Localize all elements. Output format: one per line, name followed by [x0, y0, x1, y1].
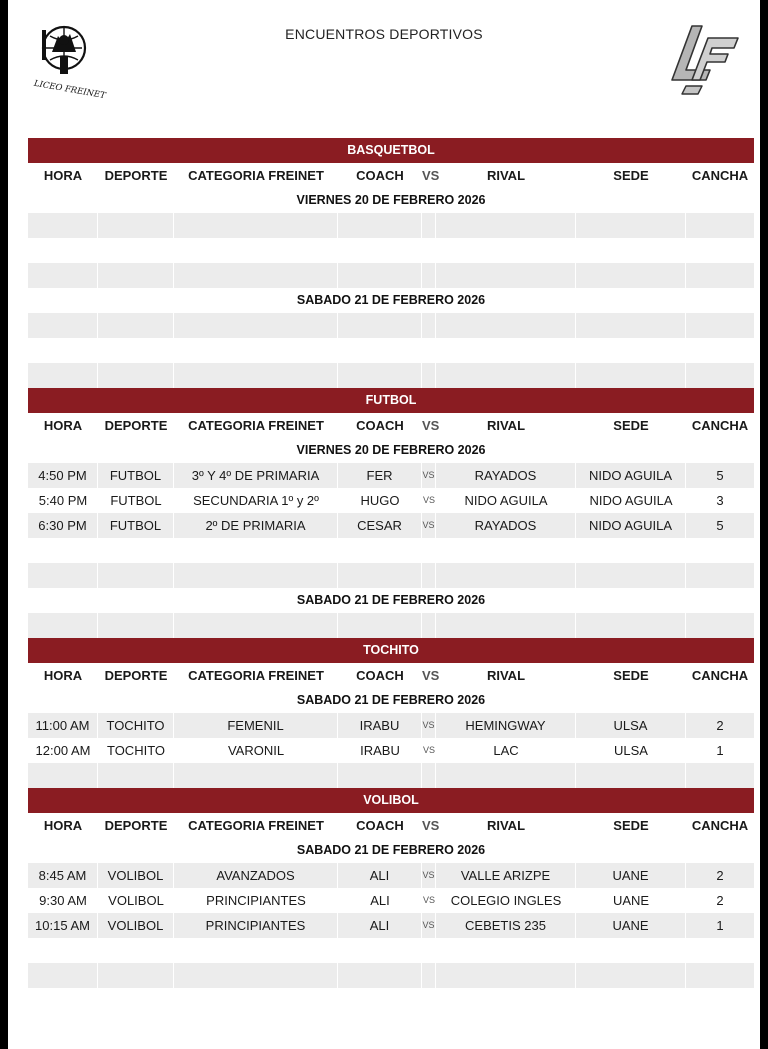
cell-rival: LAC: [493, 743, 519, 758]
cell-deporte: VOLIBOL: [108, 893, 164, 908]
cell-cancha: 2: [716, 868, 724, 883]
cell-vs: VS: [422, 713, 436, 738]
cell-sede: ULSA: [576, 713, 686, 738]
cell-hora: 11:00 AM: [28, 713, 98, 738]
cell-rival: NIDO AGUILA: [464, 493, 548, 508]
header-coach: COACH: [356, 168, 404, 183]
cell-hora: 8:45 AM: [28, 863, 98, 888]
cell-rival: HEMINGWAY: [436, 713, 576, 738]
lf-logo: [668, 24, 742, 96]
date-row: SABADO 21 DE FEBRERO 2026: [296, 843, 486, 857]
header-hora: HORA: [43, 818, 83, 833]
empty-row: [28, 963, 754, 988]
cell-hora: 9:30 AM: [39, 893, 87, 908]
table-row: [28, 463, 754, 488]
header-sede: SEDE: [613, 668, 649, 683]
cell-hora: 6:30 PM: [28, 513, 98, 538]
cell-deporte: TOCHITO: [106, 743, 166, 758]
cell-sede: NIDO AGUILA: [589, 493, 673, 508]
header-vs: VS: [422, 668, 440, 683]
cell-hora: 5:40 PM: [38, 493, 88, 508]
date-row: SABADO 21 DE FEBRERO 2026: [296, 693, 486, 707]
cell-sede: NIDO AGUILA: [576, 513, 686, 538]
empty-row: [28, 938, 754, 963]
table-row: [28, 913, 754, 938]
cell-cancha: 1: [716, 743, 724, 758]
cell-categoria: 3º Y 4º DE PRIMARIA: [174, 463, 338, 488]
cell-coach: IRABU: [338, 713, 422, 738]
cell-deporte: FUTBOL: [110, 493, 162, 508]
cell-cancha: 5: [716, 518, 724, 533]
table-row: [28, 713, 754, 738]
header-rival: RIVAL: [486, 818, 526, 833]
cell-vs: VS: [422, 913, 436, 938]
header-hora: HORA: [43, 168, 83, 183]
header-cancha: CANCHA: [691, 418, 749, 433]
header-coach: COACH: [356, 418, 404, 433]
cell-cancha: 2: [716, 718, 724, 733]
cell-deporte: TOCHITO: [98, 713, 174, 738]
cell-coach: CESAR: [338, 513, 422, 538]
table-row: [28, 888, 754, 913]
cell-vs: VS: [422, 513, 436, 538]
section-title-bar: BASQUETBOL: [28, 138, 754, 163]
empty-row: [28, 313, 754, 338]
cell-categoria: PRINCIPIANTES: [174, 913, 338, 938]
cell-vs: VS: [422, 495, 435, 505]
header-hora: HORA: [43, 668, 83, 683]
date-row: VIERNES 20 DE FEBRERO 2026: [296, 443, 486, 457]
cell-cancha: 5: [716, 468, 724, 483]
empty-row: [28, 613, 754, 638]
section-tochito: [28, 638, 754, 788]
table-row: [28, 513, 754, 538]
empty-row: [28, 338, 754, 363]
column-header-row: [28, 663, 754, 688]
section-title-bar: FUTBOL: [28, 388, 754, 413]
cell-rival: COLEGIO INGLES: [450, 893, 562, 908]
section-basquetbol: [28, 138, 754, 388]
header-cancha: CANCHA: [691, 668, 749, 683]
header-cancha: CANCHA: [691, 168, 749, 183]
cell-categoria: FEMENIL: [174, 713, 338, 738]
header-categoria: CATEGORIA FREINET: [188, 418, 324, 433]
header-sede: SEDE: [613, 168, 649, 183]
section-title-bar: TOCHITO: [28, 638, 754, 663]
section-title-bar: VOLIBOL: [28, 788, 754, 813]
cell-deporte: VOLIBOL: [98, 913, 174, 938]
cell-coach: ALI: [338, 913, 422, 938]
cell-sede: ULSA: [614, 743, 648, 758]
header-rival: RIVAL: [486, 418, 526, 433]
cell-rival: VALLE ARIZPE: [436, 863, 576, 888]
header-categoria: CATEGORIA FREINET: [188, 168, 324, 183]
cell-rival: RAYADOS: [436, 513, 576, 538]
table-row: [28, 738, 754, 763]
cell-hora: 12:00 AM: [35, 743, 91, 758]
cell-sede: UANE: [612, 893, 650, 908]
date-row: VIERNES 20 DE FEBRERO 2026: [296, 193, 486, 207]
header-vs: VS: [422, 418, 440, 433]
cell-cancha: 3: [716, 493, 724, 508]
schedule-tables: [28, 138, 754, 988]
header-categoria: CATEGORIA FREINET: [188, 818, 324, 833]
table-row: [28, 863, 754, 888]
cell-coach: IRABU: [360, 743, 400, 758]
cell-deporte: VOLIBOL: [98, 863, 174, 888]
cell-rival: CEBETIS 235: [436, 913, 576, 938]
cell-hora: 4:50 PM: [28, 463, 98, 488]
empty-row: [28, 238, 754, 263]
empty-row: [28, 763, 754, 788]
cell-deporte: FUTBOL: [98, 463, 174, 488]
header-deporte: DEPORTE: [104, 168, 168, 183]
date-row: SABADO 21 DE FEBRERO 2026: [296, 593, 486, 607]
cell-sede: UANE: [576, 913, 686, 938]
cell-cancha: 1: [716, 918, 724, 933]
empty-row: [28, 363, 754, 388]
document-page: [8, 0, 760, 1049]
lf-monogram-logo-icon: [668, 24, 742, 96]
header-rival: RIVAL: [486, 168, 526, 183]
header-sede: SEDE: [613, 418, 649, 433]
cell-categoria: 2º DE PRIMARIA: [174, 513, 338, 538]
page-title: ENCUENTROS DEPORTIVOS: [285, 26, 483, 42]
cell-categoria: SECUNDARIA 1º y 2º: [193, 493, 319, 508]
cell-vs: VS: [422, 745, 435, 755]
header-vs: VS: [422, 818, 440, 833]
header-coach: COACH: [356, 818, 404, 833]
section-futbol: [28, 388, 754, 638]
header-hora: HORA: [43, 418, 83, 433]
cell-sede: UANE: [576, 863, 686, 888]
header-deporte: DEPORTE: [104, 818, 168, 833]
cell-vs: VS: [422, 463, 436, 488]
cell-coach: HUGO: [360, 493, 400, 508]
header-sede: SEDE: [613, 818, 649, 833]
empty-row: [28, 263, 754, 288]
cell-deporte: FUTBOL: [98, 513, 174, 538]
cell-categoria: AVANZADOS: [174, 863, 338, 888]
header-cancha: CANCHA: [691, 818, 749, 833]
column-header-row: [28, 413, 754, 438]
date-row: SABADO 21 DE FEBRERO 2026: [296, 293, 486, 307]
column-header-row: [28, 813, 754, 838]
svg-text:LICEO FREINET: LICEO FREINET: [33, 78, 107, 102]
header-coach: COACH: [356, 668, 404, 683]
header-deporte: DEPORTE: [104, 668, 168, 683]
cell-rival: RAYADOS: [436, 463, 576, 488]
cell-coach: FER: [338, 463, 422, 488]
cell-categoria: VARONIL: [227, 743, 285, 758]
header-categoria: CATEGORIA FREINET: [188, 668, 324, 683]
column-header-row: [28, 163, 754, 188]
cell-categoria: PRINCIPIANTES: [206, 893, 306, 908]
table-row: [28, 488, 754, 513]
empty-row: [28, 213, 754, 238]
cell-vs: VS: [422, 895, 435, 905]
cell-hora: 10:15 AM: [28, 913, 98, 938]
cell-cancha: 2: [716, 893, 724, 908]
empty-row: [28, 563, 754, 588]
section-volibol: [28, 788, 754, 988]
empty-row: [28, 538, 754, 563]
header-deporte: DEPORTE: [104, 418, 168, 433]
cell-coach: ALI: [370, 893, 390, 908]
cell-coach: ALI: [338, 863, 422, 888]
cell-vs: VS: [422, 863, 436, 888]
header-rival: RIVAL: [486, 668, 526, 683]
header-vs: VS: [422, 168, 440, 183]
cell-sede: NIDO AGUILA: [576, 463, 686, 488]
